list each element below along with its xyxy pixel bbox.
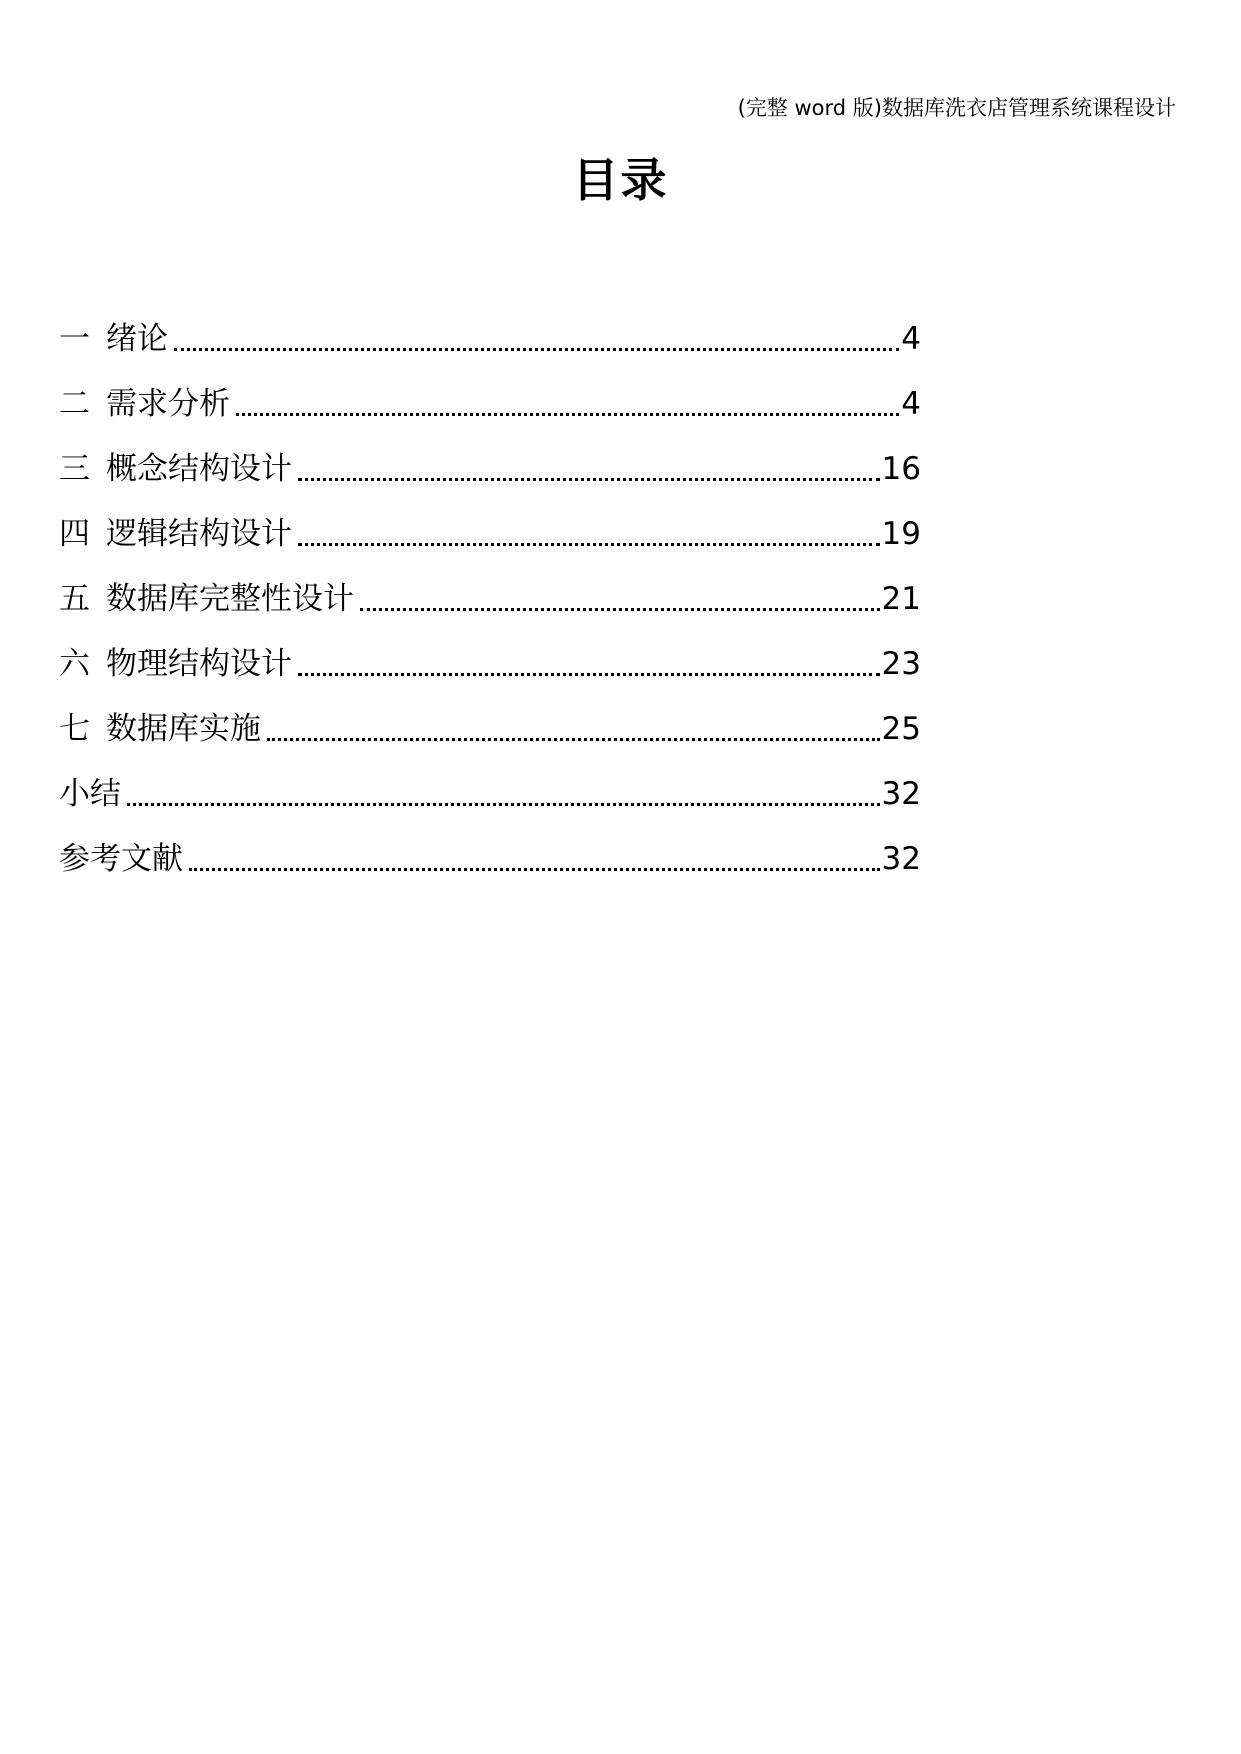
toc-entry-conceptual-design[interactable]: [59, 426, 921, 491]
toc-entry-page: 23: [881, 646, 921, 682]
toc-dot-leader: [267, 707, 880, 751]
toc-entry-integrity-design[interactable]: [59, 556, 921, 621]
toc-entry-title: 物理结构设计: [106, 646, 292, 682]
toc-entry-number: 五: [59, 581, 90, 617]
toc-entry-title: 数据库实施: [106, 711, 261, 747]
toc-entry-title: 参考文献: [59, 841, 183, 877]
toc-entry-requirements[interactable]: [59, 361, 921, 426]
toc-entry-page: 32: [881, 776, 921, 812]
toc-dot-leader: [298, 512, 880, 556]
toc-entry-number: 一: [59, 321, 90, 357]
toc-entry-number: 三: [59, 451, 90, 487]
toc-entry-title: 数据库完整性设计: [106, 581, 354, 617]
toc-dot-leader: [298, 642, 880, 686]
toc-entry-page: 4: [901, 386, 921, 422]
toc-entry-page: 19: [881, 516, 921, 552]
toc-entry-logical-design[interactable]: [59, 491, 921, 556]
toc-entry-page: 25: [881, 711, 921, 747]
toc-title: 目录: [572, 153, 669, 207]
toc-entry-title: 绪论: [106, 321, 168, 357]
toc-entry-page: 4: [901, 321, 921, 357]
toc-dot-leader: [174, 317, 899, 361]
toc-dot-leader: [298, 447, 880, 491]
toc-entry-number: 六: [59, 646, 90, 682]
toc-entry-title: 小结: [59, 776, 121, 812]
toc-entry-title: 概念结构设计: [106, 451, 292, 487]
toc-entry-intro[interactable]: [59, 296, 921, 361]
toc-entry-page: 16: [881, 451, 921, 487]
toc-entry-number: 七: [59, 711, 90, 747]
toc-dot-leader: [189, 837, 880, 881]
toc-entry-page: 21: [881, 581, 921, 617]
toc-entry-number: 二: [59, 386, 90, 422]
toc-entry-title: 需求分析: [106, 386, 230, 422]
toc-entry-page: 32: [881, 841, 921, 877]
toc-entry-title: 逻辑结构设计: [106, 516, 292, 552]
toc-entry-summary[interactable]: [59, 751, 921, 816]
toc-dot-leader: [127, 772, 880, 816]
toc-entry-physical-design[interactable]: [59, 621, 921, 686]
table-of-contents: [59, 296, 921, 881]
running-header: (完整 word 版)数据库洗衣店管理系统课程设计: [737, 96, 1176, 120]
toc-dot-leader: [236, 382, 899, 426]
toc-entry-number: 四: [59, 516, 90, 552]
toc-entry-references[interactable]: [59, 816, 921, 881]
toc-entry-implementation[interactable]: [59, 686, 921, 751]
toc-dot-leader: [360, 577, 880, 621]
